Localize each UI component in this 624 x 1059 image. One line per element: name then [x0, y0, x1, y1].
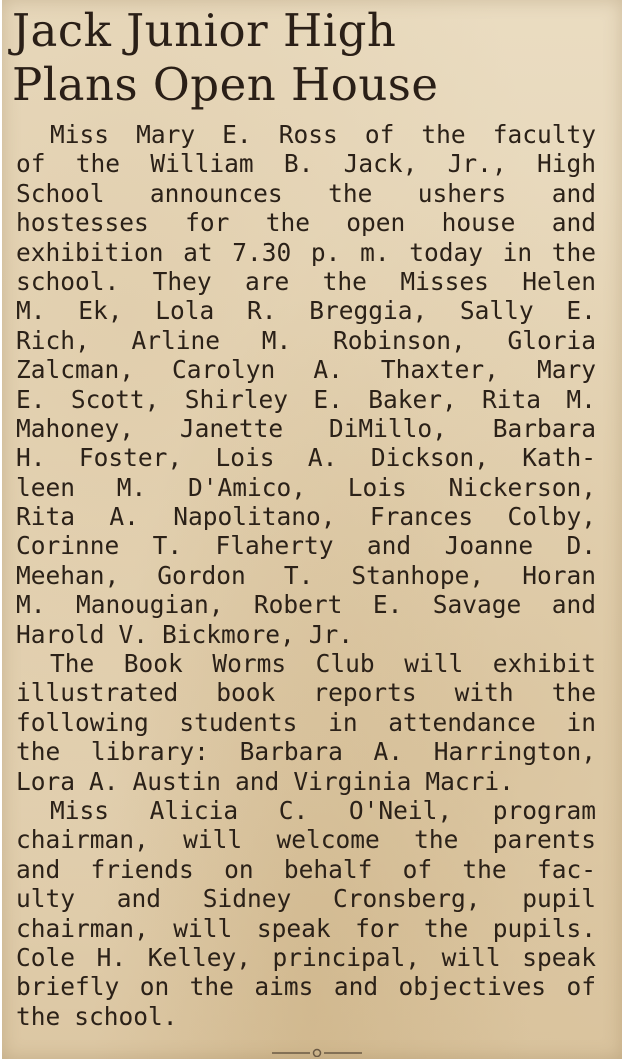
article-line	[16, 972, 596, 1001]
article-word: Ross	[278, 120, 338, 149]
article-word: the	[421, 120, 466, 149]
article-line	[16, 149, 596, 178]
article-word: T.	[152, 531, 183, 561]
article-word: Horan	[522, 560, 596, 590]
article-word: Frances	[369, 502, 474, 532]
article-word: the	[322, 266, 367, 296]
article-word: Harrington,	[433, 737, 596, 767]
article-word: Alicia	[149, 795, 239, 825]
article-word: the	[462, 854, 507, 884]
article-word: C.	[278, 795, 309, 825]
article-word: Napolitano,	[173, 502, 336, 532]
article-word: and	[235, 766, 280, 796]
article-line	[16, 179, 596, 208]
article-word: Rich,	[16, 325, 90, 355]
article-word: pupils.	[492, 913, 596, 943]
article-word: the	[265, 208, 310, 238]
article-word: will	[173, 913, 233, 943]
article-word: of	[402, 854, 433, 884]
article-word: Zalcman,	[16, 355, 135, 385]
article-line	[16, 1002, 596, 1031]
article-word: and	[551, 590, 596, 620]
article-word: principal,	[272, 942, 421, 972]
article-word: fac-	[536, 854, 596, 884]
article-word: Shirley	[184, 384, 288, 414]
article-word: Janette	[179, 413, 284, 443]
article-word: open	[346, 208, 406, 238]
article-line	[16, 385, 596, 414]
article-word: and	[551, 208, 596, 238]
article-word: will	[404, 649, 464, 679]
article-word: the	[414, 825, 459, 855]
article-word: O'Neil,	[348, 795, 453, 825]
article-line	[16, 443, 596, 472]
article-word: parents	[492, 825, 596, 855]
article-word: Harold	[16, 619, 105, 649]
article-word: Savage	[432, 590, 522, 620]
article-word: T.	[283, 560, 314, 590]
article-word: Virginia	[293, 766, 412, 796]
article-word: William	[150, 149, 254, 179]
article-word: with	[454, 678, 514, 708]
article-line	[16, 296, 596, 325]
article-word: Robert	[253, 590, 343, 620]
article-word: Lois	[347, 472, 407, 502]
article-word: Ek,	[78, 296, 123, 326]
article-word: Barbara	[492, 413, 596, 443]
article-line	[16, 620, 596, 649]
article-word: School	[16, 178, 105, 208]
article-word: Worms	[212, 649, 287, 679]
article-word: R.	[246, 296, 277, 326]
article-word: Scott,	[70, 384, 160, 414]
article-word: in	[328, 707, 358, 737]
article-word: Gordon	[157, 560, 246, 590]
article-word: Sidney	[202, 884, 292, 914]
article-word: A.	[109, 502, 139, 532]
article-word: pupil	[522, 884, 596, 914]
article-line	[16, 531, 596, 560]
article-word: the	[423, 913, 469, 943]
article-word: Misses	[400, 266, 489, 296]
article-word: E.	[16, 384, 46, 414]
article-word: exhibition	[16, 237, 164, 267]
article-word: the	[75, 149, 121, 179]
article-line	[16, 267, 596, 296]
article-line	[16, 120, 596, 149]
article-word: Manougian,	[75, 590, 224, 620]
article-word: Gloria	[507, 325, 596, 355]
article-word: A.	[89, 766, 119, 796]
article-line	[16, 678, 596, 707]
article-word: Miss	[50, 120, 110, 149]
article-line	[16, 238, 596, 267]
article-word: hostesses	[16, 208, 149, 238]
article-word: M.	[261, 325, 292, 355]
article-line	[16, 355, 596, 384]
article-word: E.	[566, 296, 596, 326]
article-word: Rita	[482, 384, 542, 414]
article-word: A.	[307, 443, 338, 473]
article-word: Colby,	[507, 502, 596, 532]
article-word: in	[502, 237, 533, 267]
article-word: Corinne	[16, 531, 120, 561]
article-word: m.	[360, 237, 390, 267]
article-word: Robinson,	[332, 325, 466, 355]
article-word: Breggia,	[309, 296, 428, 326]
article-word: book	[216, 678, 276, 708]
article-line	[16, 473, 596, 502]
article-line	[16, 884, 596, 913]
article-word: M.	[16, 296, 46, 326]
article-word: Jr.	[308, 619, 354, 649]
article-word: at	[183, 237, 213, 267]
article-word: for	[185, 208, 230, 238]
article-word: school.	[16, 266, 120, 296]
article-word: exhibit	[492, 649, 596, 679]
article-word: announces	[149, 178, 283, 208]
article-word: are	[245, 266, 290, 296]
article-word: friends	[90, 854, 194, 884]
article-word: D.	[566, 531, 596, 561]
article-word: Arline	[131, 325, 220, 355]
article-line	[16, 414, 596, 443]
article-line	[16, 943, 596, 972]
article-body	[16, 120, 596, 1031]
article-word: of	[16, 149, 46, 179]
article-word: on	[139, 972, 170, 1002]
article-word: speak	[256, 913, 331, 943]
article-word: Nickerson,	[448, 472, 596, 502]
article-word: reports	[313, 678, 417, 708]
article-word: of	[364, 120, 395, 149]
article-word: Carolyn	[172, 355, 276, 385]
article-word: and	[116, 884, 161, 914]
newspaper-clipping	[2, 0, 622, 1059]
article-line	[16, 914, 596, 943]
article-line	[16, 502, 596, 531]
article-word: Mary	[136, 120, 196, 149]
article-word: They	[152, 266, 212, 296]
article-word: will	[183, 825, 243, 855]
article-word: M.	[116, 472, 147, 502]
article-word: Book	[123, 649, 183, 679]
article-word: leen	[16, 472, 76, 502]
article-line	[16, 767, 596, 796]
article-word: for	[355, 913, 400, 943]
article-word: the	[328, 178, 373, 208]
article-line	[16, 208, 596, 237]
article-line	[16, 855, 596, 884]
article-word: program	[492, 795, 596, 825]
ornament-divider	[272, 1047, 362, 1057]
article-word: Mahoney,	[16, 413, 135, 443]
article-word: M.	[16, 590, 46, 620]
headline-line: Plans Open House	[12, 58, 439, 111]
article-word: V.	[118, 619, 149, 649]
article-word: Stanhope,	[351, 560, 485, 590]
article-word: E.	[222, 120, 252, 149]
article-word: Dickson,	[370, 443, 489, 473]
article-line	[16, 590, 596, 619]
article-word: 7.30	[232, 237, 292, 267]
article-word: Bickmore,	[162, 619, 295, 649]
article-line	[16, 708, 596, 737]
article-line	[16, 649, 596, 678]
article-word: faculty	[492, 120, 596, 149]
article-word: Macri.	[425, 766, 514, 796]
article-word: Joanne	[444, 531, 534, 561]
article-word: Cronsberg,	[332, 884, 481, 914]
article-word: chairman,	[16, 825, 149, 855]
article-word: Flaherty	[215, 531, 334, 561]
article-word: Lora	[16, 766, 76, 796]
article-word: H.	[16, 443, 46, 473]
article-word: behalf	[283, 854, 373, 884]
article-word: Miss	[50, 795, 110, 825]
article-word: High	[536, 149, 596, 179]
article-word: objectives	[398, 972, 547, 1002]
article-line	[16, 561, 596, 590]
article-word: Baker,	[368, 384, 457, 414]
article-word: D'Amico,	[187, 472, 306, 502]
article-word: DiMillo,	[328, 413, 447, 443]
article-word: and	[333, 972, 379, 1002]
article-word: Cole	[16, 942, 76, 972]
article-word: briefly	[16, 972, 120, 1002]
article-word: Thaxter,	[380, 355, 499, 385]
article-word: Kath-	[522, 443, 596, 473]
article-line	[16, 326, 596, 355]
article-word: Helen	[522, 266, 596, 296]
article-word: house	[441, 208, 516, 238]
article-word: the	[551, 237, 596, 267]
article-word: of	[566, 972, 596, 1002]
article-word: illustrated	[16, 678, 179, 708]
article-word: attendance	[388, 707, 536, 737]
article-word: Sally	[459, 296, 534, 326]
article-word: chairman,	[16, 913, 149, 943]
article-word: on	[224, 854, 254, 884]
article-word: p.	[310, 237, 341, 267]
article-word: Mary	[536, 355, 596, 385]
article-word: and	[551, 178, 596, 208]
article-word: Club	[315, 649, 375, 679]
article-word: today	[409, 237, 483, 267]
article-line	[16, 737, 596, 766]
article-word: M.	[566, 384, 596, 414]
article-word: A.	[313, 355, 343, 385]
article-word: students	[179, 707, 298, 737]
article-word: the	[16, 1001, 61, 1031]
article-word: aims	[254, 972, 314, 1002]
article-word: the	[189, 972, 234, 1002]
article-word: The	[50, 649, 95, 679]
article-word: Jack,	[343, 149, 418, 179]
article-word: the	[551, 678, 596, 708]
article-word: Lola	[155, 296, 215, 326]
article-word: ulty	[16, 884, 76, 914]
article-word: and	[16, 854, 61, 884]
article-word: Barbara	[239, 737, 343, 767]
article-word: library:	[90, 737, 209, 767]
article-word: E.	[372, 590, 403, 620]
article-word: in	[566, 707, 596, 737]
article-word: Lois	[215, 443, 275, 473]
article-word: Kelley,	[147, 942, 251, 972]
article-word: H.	[96, 942, 127, 972]
article-word: and	[366, 531, 412, 561]
headline-line: Jack Junior High	[12, 4, 397, 57]
article-word: A.	[373, 737, 404, 767]
article-word: Jr.,	[447, 149, 507, 179]
article-line	[16, 796, 596, 825]
article-word: Rita	[16, 502, 76, 532]
article-word: B.	[283, 149, 314, 179]
article-word: following	[16, 707, 149, 737]
article-word: school.	[74, 1001, 178, 1031]
headline	[12, 4, 612, 112]
article-word: ushers	[417, 178, 507, 208]
article-word: E.	[313, 384, 343, 414]
article-word: will	[441, 942, 501, 972]
article-word: speak	[522, 942, 596, 972]
article-line	[16, 825, 596, 854]
article-word: Austin	[132, 766, 222, 796]
article-word: Meehan,	[16, 560, 120, 590]
article-word: welcome	[276, 825, 380, 855]
article-word: Foster,	[78, 443, 183, 473]
article-word: the	[16, 737, 61, 767]
